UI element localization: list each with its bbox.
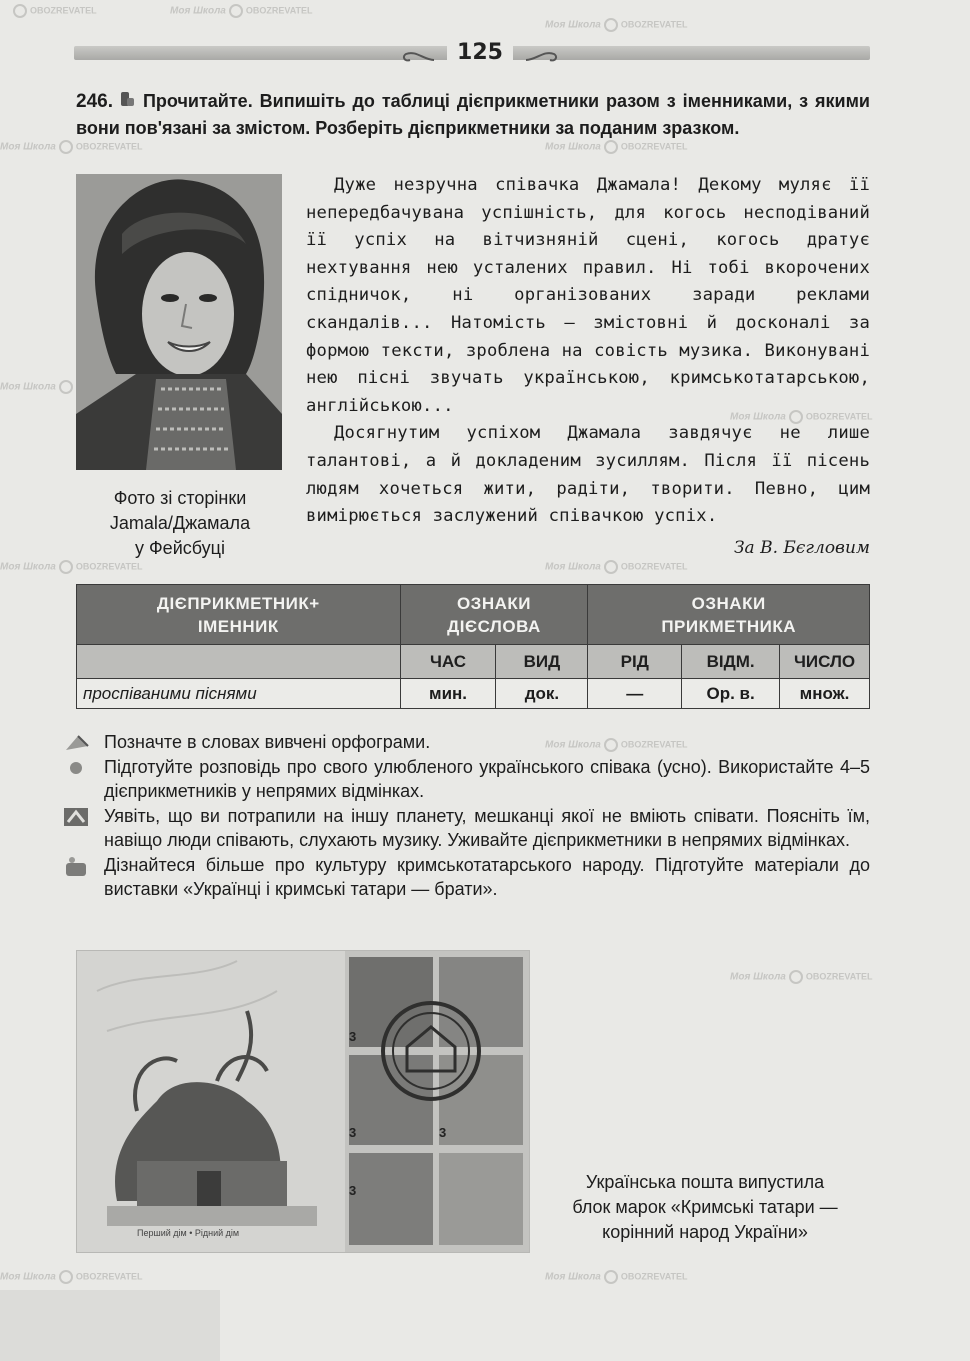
task-item	[62, 730, 870, 755]
watermark: Моя Школа OBOZREVATEL	[170, 5, 313, 17]
watermark: Моя Школа OBOZREVATEL	[0, 141, 143, 153]
table-subheader: ВІДМ.	[682, 645, 780, 679]
task-item	[62, 804, 870, 853]
writing-hand-icon	[117, 90, 137, 110]
watermark: OBOZREVATEL	[10, 4, 97, 18]
stamp-value: 3	[349, 1125, 357, 1140]
task-text: Позначте в словах вивчені орфограми.	[104, 732, 431, 752]
exercise-instruction	[76, 88, 870, 142]
table-subheader: ЧАС	[400, 645, 496, 679]
table-subheader: ЧИСЛО	[780, 645, 870, 679]
table-cell-phrase: проспіваними піснями	[77, 679, 401, 709]
watermark: Моя Школа OBOZREVATEL	[730, 411, 873, 423]
swirl-ornament-icon	[524, 46, 560, 66]
watermark: Моя Школа OBOZREVATEL	[545, 739, 688, 751]
pencil-orthography-icon	[62, 732, 92, 754]
reading-passage	[306, 172, 870, 531]
portrait-illustration	[76, 174, 282, 470]
watermark: Моя Школа OBOZREVATEL	[545, 1271, 688, 1283]
photo-caption	[72, 486, 288, 561]
stamp-caption-line: Українська пошта випустила	[585, 1172, 825, 1192]
table-header-verb-features: ОЗНАКИ ДІЄСЛОВА	[400, 585, 588, 645]
table-cell-number: множ.	[780, 679, 870, 709]
table-row	[77, 679, 870, 709]
stamp-value: 3	[349, 1029, 357, 1044]
stamp-caption-line: корінний народ України»	[602, 1222, 808, 1242]
watermark: Моя Школа	[0, 380, 143, 394]
singer-photo	[76, 174, 282, 470]
task-item	[62, 853, 870, 902]
dot-icon	[62, 757, 92, 779]
exercise-number: 246.	[76, 91, 113, 112]
photo-caption-line: у Фейсбуці	[135, 538, 225, 558]
stamp-caption-line: блок марок «Кримські татари —	[572, 1197, 838, 1217]
table-cell-tense: мин.	[400, 679, 496, 709]
table-subheader-empty	[77, 645, 401, 679]
page-number: 125	[447, 40, 513, 65]
page-bottom-shade	[0, 1290, 220, 1361]
stamp-value: 3	[439, 1125, 447, 1140]
additional-tasks	[62, 730, 870, 902]
watermark: Моя Школа OBOZREVATEL	[0, 561, 143, 573]
page-number-block	[400, 40, 560, 74]
stamp-block-illustration	[77, 951, 530, 1253]
creative-hand-icon	[62, 806, 92, 828]
stamp-block-image	[76, 950, 530, 1253]
watermark: Моя Школа OBOZREVATEL	[545, 19, 688, 31]
table-subheader-row	[77, 645, 870, 679]
watermark: Моя Школа OBOZREVATEL	[545, 561, 688, 573]
table-header-row	[77, 585, 870, 645]
table-cell-aspect: док.	[496, 679, 588, 709]
stamp-value: 3	[349, 1183, 357, 1198]
task-item	[62, 755, 870, 804]
passage-source: За В. Бєгловим	[733, 538, 870, 558]
passage-paragraph: Дуже незручна співачка Джамала! Декому муляє її непередбачувана успішність, для когось несподіваний її успіх на вітчизняній сцені, когось дратує нехтування нею усталених правил. Ні тобі вкорочених спідничок, ні організованих заради реклами скандалів... Натомість — змістовні й досконалі за формою тексти, зроблена на совість музика. Виконувані нею пісні звучать українською, кримськотатарською, англійською...	[306, 175, 870, 416]
table-subheader: РІД	[588, 645, 682, 679]
participle-analysis-table	[76, 584, 870, 709]
stamp-caption	[540, 1170, 870, 1245]
table-header-participle-noun: ДІЄПРИКМЕТНИК+ ІМЕННИК	[77, 585, 401, 645]
task-text: Дізнайтеся більше про культуру кримськотатарського народу. Підготуйте матеріали до виставки «Українці і кримські татари — брати».	[104, 854, 870, 899]
photo-caption-line: Jamala/Джамала	[109, 513, 251, 533]
task-text: Уявіть, що ви потрапили на іншу планету, мешканці якої не вміють співати. Поясніть їм, навіщо люди співають, слухають музику. Уживайте дієприкметники в непрямих відмінках.	[104, 805, 870, 850]
table-subheader: ВИД	[496, 645, 588, 679]
research-icon	[62, 855, 92, 877]
table-cell-gender: —	[588, 679, 682, 709]
watermark: Моя Школа OBOZREVATEL	[545, 141, 688, 153]
table-cell-case: Ор. в.	[682, 679, 780, 709]
stamp-print-text: Перший дім • Рідний дім	[137, 1228, 240, 1238]
photo-caption-line: Фото зі сторінки	[113, 488, 247, 508]
exercise-text: Прочитайте. Випишіть до таблиці дієприкметники разом з іменниками, з якими вони пов'язані за змістом. Розберіть дієприкметники за поданим зразком.	[76, 91, 870, 138]
table-header-adjective-features: ОЗНАКИ ПРИКМЕТНИКА	[588, 585, 870, 645]
task-text: Підготуйте розповідь про свого улюбленого українського співака (усно). Використайте 4–5 дієприкметників у непрямих відмінках.	[104, 756, 870, 801]
passage-paragraph: Досягнутим успіхом Джамала завдячує не лише талантові, а й докладеним зусиллям. Після її пісень людям хочеться жити, радіти, творити. Певно, цим вимірюється заслужений співачкою успіх.	[306, 423, 870, 527]
watermark: Моя Школа OBOZREVATEL	[0, 1271, 143, 1283]
watermark: Моя Школа OBOZREVATEL	[730, 971, 873, 983]
swirl-ornament-icon	[400, 46, 436, 66]
